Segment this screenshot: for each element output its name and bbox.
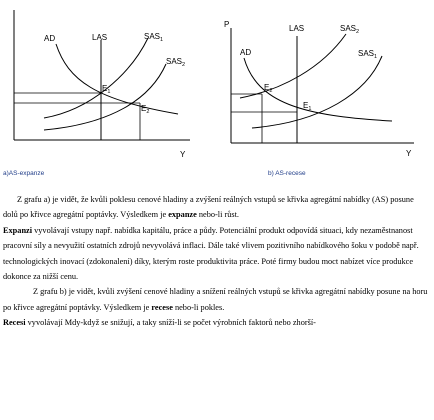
graph-a-sas2-curve bbox=[44, 64, 166, 130]
graph-a-svg bbox=[0, 0, 200, 165]
graph-b-sas2-label: $SAS_2$ bbox=[340, 24, 360, 35]
graph-a-ad-label: AD bbox=[44, 34, 56, 43]
paragraph-2: Expanzi vyvolávají vstupy např. nabídka kapitálu, práce a půdy. Potenciální produkt odpovídá situaci, kdy nezaměstnanost pracovní síly a nevyužití ostatních zdrojů nevyvolává inflaci. Dále také vlivem pozitivního nabídkového šoku v podobě např. technologických inovací (zdokonalení) díky, kterým roste produktivita práce. Poté firmy budou moct nabízet více produkce dokonce za nižší cenu. bbox=[3, 225, 419, 282]
graph-b-p-label: P bbox=[224, 20, 230, 29]
term-recese: recese bbox=[151, 302, 173, 312]
graph-b-sas2-curve bbox=[240, 34, 346, 98]
body-text bbox=[3, 192, 429, 331]
term-expanze: expanze bbox=[168, 210, 197, 220]
graph-a-sas2-label: $SAS_2$ bbox=[166, 57, 186, 68]
paragraph-3: Z grafu b) je vidět, kvůli zvýšení cenové hladiny a snížení reálných vstupů se křivka agregátní nabídky posune na horu po křivce agregátní poptávky. Výsledkem je recese nebo-li pokles. bbox=[3, 287, 428, 312]
graph-b-e2-label: $E_2$ bbox=[264, 83, 273, 94]
graph-a-ad-curve bbox=[56, 44, 178, 114]
graph-b-e1-label: $E_1$ bbox=[303, 101, 312, 112]
graph-a bbox=[0, 0, 200, 165]
term-recesi: Recesi bbox=[3, 318, 26, 328]
graph-b-svg bbox=[222, 18, 422, 158]
graph-a-e1-label: $E_1$ bbox=[102, 84, 111, 95]
graph-b-y-label: Y bbox=[406, 149, 412, 158]
graph-b bbox=[222, 18, 422, 158]
graph-b-sas1-label: $SAS_1$ bbox=[358, 49, 378, 60]
graph-a-y-label: Y bbox=[180, 150, 186, 159]
caption-b: b) AS-recese bbox=[268, 170, 306, 177]
term-expanzi: Expanzi bbox=[3, 225, 33, 235]
graph-a-sas1-curve bbox=[44, 38, 148, 118]
graph-a-sas1-label: $SAS_1$ bbox=[144, 32, 164, 43]
graph-b-las-label: LAS bbox=[289, 24, 305, 33]
graph-a-las-label: LAS bbox=[92, 33, 108, 42]
graph-a-e2-label: $E_2$ bbox=[141, 104, 150, 115]
paragraph-4: Recesi vyvolávají Mdy-když se snižují, a taky sníží-li se počet výrobních faktorů nebo zhorší- bbox=[3, 318, 316, 328]
caption-a: a)AS-expanze bbox=[3, 170, 45, 177]
graph-b-ad-label: AD bbox=[240, 48, 252, 57]
paragraph-1: Z grafu a) je vidět, že kvůli poklesu cenové hladiny a zvýšení reálných vstupů se křivka agregátní nabídky (AS) posune dolů po křivce agregátní poptávky. Výsledkem je expanze nebo-li růst. bbox=[3, 195, 414, 220]
